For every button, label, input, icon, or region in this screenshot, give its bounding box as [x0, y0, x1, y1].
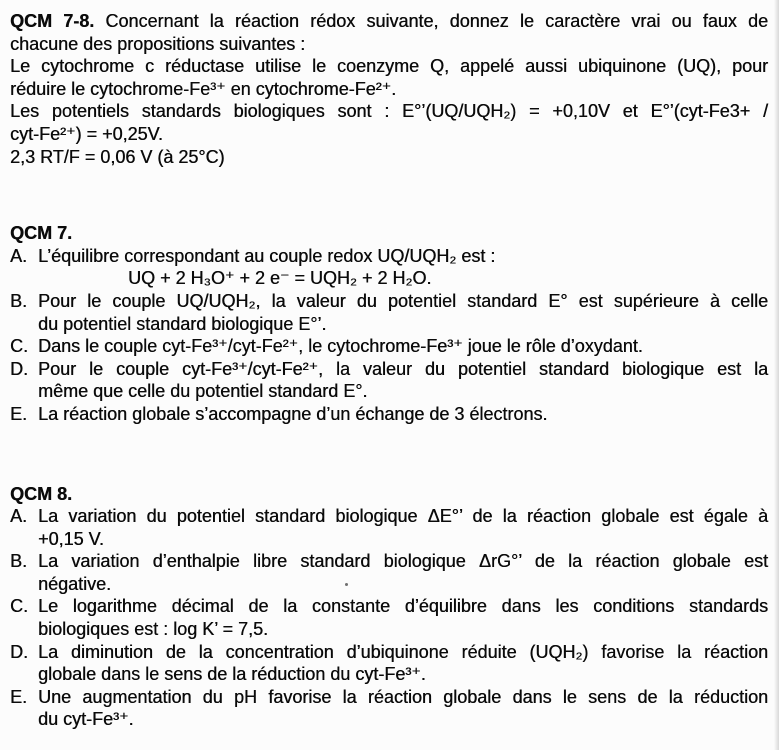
qcm7-item-d-line-1: Pour le couple cyt-Fe³⁺/cyt-Fe²⁺, la valeur du potentiel standard biologique est la	[38, 358, 768, 379]
qcm8-item-a-letter: A.	[10, 506, 28, 527]
qcm7-item-d	[10, 358, 768, 403]
scan-edge-shadow	[774, 0, 779, 750]
intro-paragraph	[10, 10, 768, 168]
qcm8-item-b-line-2: négative.	[38, 573, 112, 594]
scan-artifact-dot	[345, 583, 348, 586]
qcm8-item-e-line-2: du cyt-Fe³⁺.	[38, 709, 134, 730]
qcm7-item-c-line-1: Dans le couple cyt-Fe³⁺/cyt-Fe²⁺, le cytochrome-Fe³⁺ joue le rôle d’oxydant.	[38, 336, 643, 357]
intro-line-3: Le cytochrome c réductase utilise le coenzyme Q, appelé aussi ubiquinone (UQ), pour	[10, 56, 768, 77]
qcm7-item-b-letter: B.	[10, 290, 28, 311]
qcm7-item-e-letter: E.	[10, 403, 28, 424]
redox-equation: UQ + 2 H₃O⁺ + 2 e⁻ = UQH₂ + 2 H₂O.	[128, 268, 432, 289]
qcm-7-8-heading: QCM 7-8.	[10, 11, 95, 31]
qcm7-item-b-line-1: Pour le couple UQ/UQH₂, la valeur du potentiel standard E° est supérieure à celle	[38, 290, 768, 311]
qcm8-item-d-line-2: globale dans le sens de la réduction du cyt-Fe³⁺.	[38, 664, 426, 685]
intro-line-1	[10, 10, 768, 33]
intro-line-2: chacune des propositions suivantes :	[10, 33, 306, 54]
qcm8-item-a-line-2: +0,15 V.	[38, 528, 104, 549]
intro-line-4: réduire le cytochrome-Fe³⁺ en cytochrome-Fe²⁺.	[10, 78, 397, 99]
qcm7-item-a-line-1: L’équilibre correspondant au couple redox UQ/UQH₂ est :	[38, 245, 496, 266]
qcm8-item-a-body	[38, 505, 768, 550]
qcm8-section	[10, 483, 768, 732]
qcm8-item-e-line-1: Une augmentation du pH favorise la réaction globale dans le sens de la réduction	[38, 686, 768, 707]
qcm7-item-c-letter: C.	[10, 336, 28, 357]
qcm7-item-d-letter: D.	[10, 358, 28, 379]
qcm8-item-c	[10, 595, 768, 640]
qcm7-item-d-body	[38, 358, 768, 403]
qcm8-item-b-body	[38, 550, 768, 595]
qcm8-item-c-letter: C.	[10, 596, 28, 617]
qcm8-item-c-line-1: Le logarithme décimal de la constante d’équilibre dans les conditions standards	[38, 596, 768, 617]
qcm8-item-d-line-1: La diminution de la concentration d’ubiquinone réduite (UQH₂) favorise la réaction	[38, 641, 768, 662]
qcm8-item-d-body	[38, 641, 768, 686]
qcm8-item-e	[10, 686, 768, 731]
qcm7-item-e-line-1: La réaction globale s’accompagne d’un échange de 3 électrons.	[38, 403, 548, 424]
qcm7-item-a-letter: A.	[10, 245, 28, 266]
qcm8-item-d-letter: D.	[10, 641, 28, 662]
qcm7-item-a-body	[38, 245, 768, 290]
qcm7-item-a	[10, 245, 768, 290]
qcm7-title: QCM 7.	[10, 223, 73, 244]
intro-line-5: Les potentiels standards biologiques sont : E°’(UQ/UQH₂) = +0,10V et E°’(cyt-Fe3+ /	[10, 101, 768, 122]
qcm8-item-a-line-1: La variation du potentiel standard biologique ΔE°’ de la réaction globale est égale à	[38, 506, 768, 527]
intro-line-6: cyt-Fe²⁺) = +0,25V.	[10, 123, 163, 144]
qcm7-item-e-body	[38, 403, 768, 426]
qcm7-item-d-line-2: même que celle du potentiel standard E°.	[38, 381, 368, 402]
qcm8-item-e-letter: E.	[10, 686, 28, 707]
qcm7-item-b	[10, 290, 768, 335]
qcm8-item-b-line-1: La variation d’enthalpie libre standard biologique ΔrG°’ de la réaction globale est	[38, 551, 768, 572]
intro-line-1-text: Concernant la réaction rédox suivante, donnez le caractère vrai ou faux de	[105, 11, 768, 31]
qcm8-item-c-line-2: biologiques est : log K’ = 7,5.	[38, 619, 268, 640]
qcm7-item-b-line-2: du potentiel standard biologique E°’.	[38, 313, 327, 334]
qcm7-item-c-body	[38, 335, 768, 358]
qcm7-item-c	[10, 335, 768, 358]
qcm8-item-a	[10, 505, 768, 550]
qcm8-title: QCM 8.	[10, 483, 73, 504]
qcm7-item-b-body	[38, 290, 768, 335]
qcm8-item-e-body	[38, 686, 768, 731]
qcm7-section	[10, 222, 768, 425]
qcm8-item-c-body	[38, 595, 768, 640]
intro-line-7: 2,3 RT/F = 0,06 V (à 25°C)	[10, 146, 225, 167]
qcm7-item-e	[10, 403, 768, 426]
qcm8-item-b-letter: B.	[10, 551, 28, 572]
qcm8-item-d	[10, 641, 768, 686]
qcm8-item-b	[10, 550, 768, 595]
